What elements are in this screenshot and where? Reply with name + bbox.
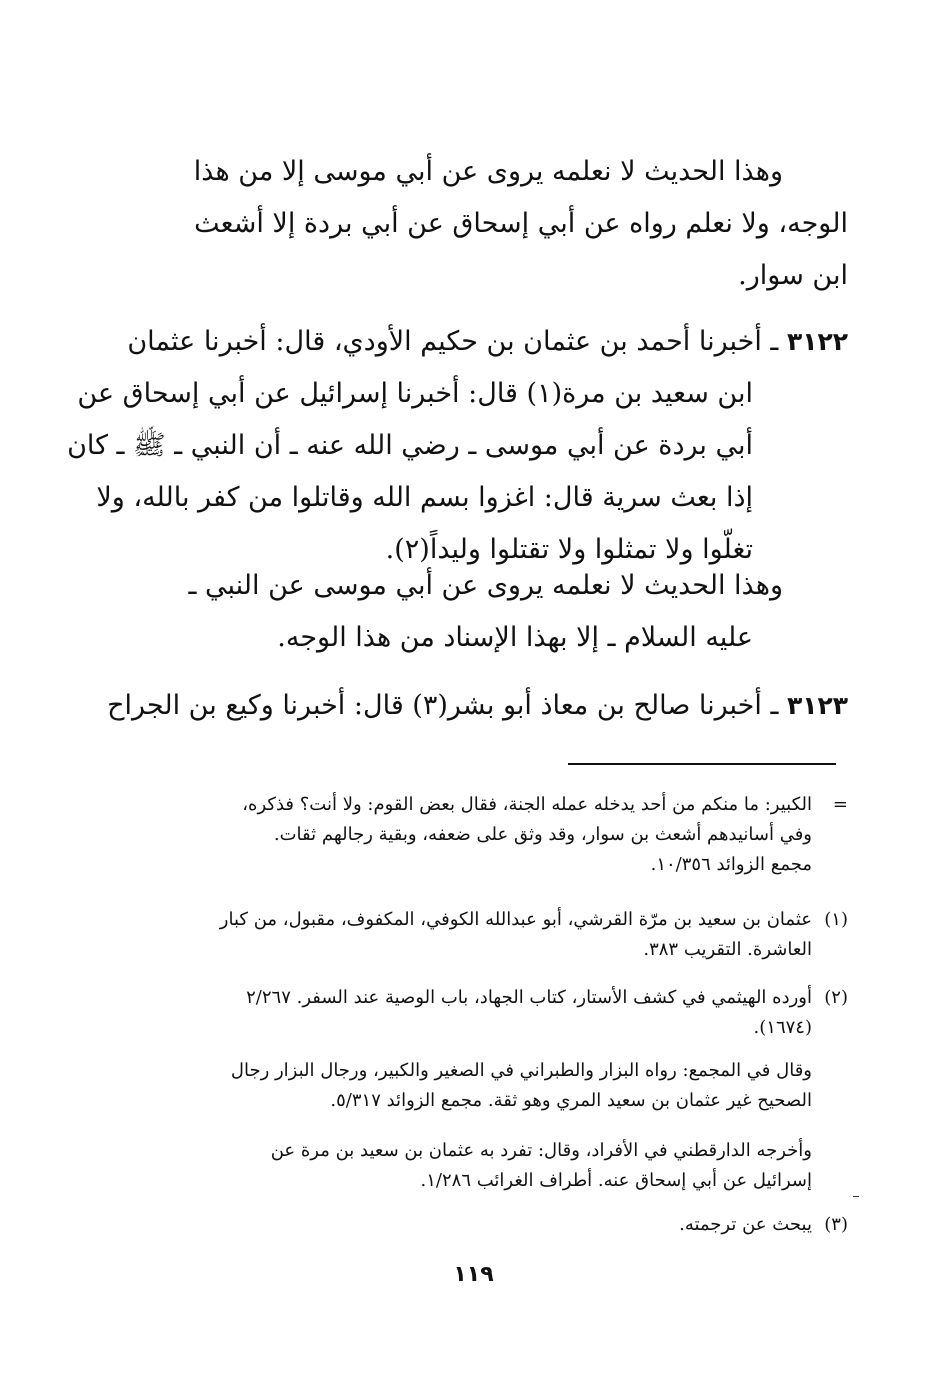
footnote-line: مجمع الزوائد ١٠/٣٥٦.	[650, 854, 812, 875]
footnote-continuation	[148, 790, 848, 880]
footnote-line: إسرائيل عن أبي إسحاق عنه. أطراف الغرائب ١/٢٨٦.	[420, 1170, 812, 1191]
footnote-line: (١٦٧٤).	[753, 1017, 812, 1038]
text-line	[107, 680, 848, 732]
footnote-line: الصحيح غير عثمان بن سعيد المري وهو ثقة. مجمع الزوائد ٥/٣١٧.	[330, 1090, 812, 1111]
paragraph-commentary-1	[148, 146, 848, 302]
text-line: الوجه، ولا نعلم رواه عن أبي إسحاق عن أبي بردة إلا أشعث	[194, 208, 848, 239]
footnote-2-note-b	[148, 1136, 848, 1196]
text-line: أبي بردة عن أبي موسى ـ رضي الله عنه ـ أن النبي ـ ﷺ ـ كان	[67, 430, 753, 461]
footnote-divider	[568, 763, 836, 765]
footnote-marker: (٢)	[824, 987, 848, 1008]
footnote-line	[148, 905, 848, 935]
page-number: ١١٩	[453, 1262, 494, 1287]
continuation-marker: =	[832, 794, 848, 815]
text-line: وهذا الحديث لا نعلمه يروى عن أبي موسى عن النبي ـ	[188, 570, 783, 601]
hadith-text: ـ أخبرنا أحمد بن عثمان بن حكيم الأودي، قال: أخبرنا عثمان	[127, 326, 779, 357]
footnote-line	[148, 790, 848, 820]
footnote-2	[148, 983, 848, 1043]
text-line: ابن سوار.	[738, 260, 848, 291]
margin-mark	[853, 1196, 859, 1197]
hadith-3122	[67, 316, 848, 576]
footnote-line: وأخرجه الدارقطني في الأفراد، وقال: تفرد به عثمان بن سعيد بن مرة عن	[270, 1140, 812, 1161]
footnote-text: يبحث عن ترجمته.	[679, 1214, 812, 1235]
footnote-line	[148, 1210, 848, 1240]
footnote-line	[148, 983, 848, 1013]
footnote-line: العاشرة. التقريب ٣٨٣.	[643, 939, 812, 960]
footnote-text: أورده الهيثمي في كشف الأستار، كتاب الجهاد، باب الوصية عند السفر. ٢/٢٦٧	[246, 987, 812, 1008]
paragraph-commentary-2	[148, 560, 848, 664]
footnote-marker: (١)	[824, 909, 848, 930]
text-line: وهذا الحديث لا نعلمه يروى عن أبي موسى إلا من هذا	[193, 156, 783, 187]
text-line: عليه السلام ـ إلا بهذا الإسناد من هذا الوجه.	[277, 622, 753, 653]
footnote-1	[148, 905, 848, 965]
footnote-line: وفي أسانيدهم أشعث بن سوار، وقد وثق على ضعفه، وبقية رجالهم ثقات.	[273, 824, 812, 845]
text-line	[127, 316, 848, 368]
text-line: تغلّوا ولا تمثلوا ولا تقتلوا وليداً(٢).	[385, 534, 753, 565]
hadith-number: ٣١٢٢	[786, 327, 848, 356]
footnote-line: وقال في المجمع: رواه البزار والطبراني في الصغير والكبير، ورجال البزار رجال	[230, 1060, 812, 1081]
hadith-text: ـ أخبرنا صالح بن معاذ أبو بشر(٣) قال: أخبرنا وكيع بن الجراح	[107, 690, 779, 721]
footnote-text: عثمان بن سعيد بن مرّة القرشي، أبو عبدالله الكوفي، المكفوف، مقبول، من كبار	[219, 909, 812, 930]
footnote-marker: (٣)	[824, 1214, 848, 1235]
hadith-number: ٣١٢٣	[786, 691, 848, 720]
text-line: إذا بعث سرية قال: اغزوا بسم الله وقاتلوا من كفر بالله، ولا	[96, 482, 753, 513]
text-line: ابن سعيد بن مرة(١) قال: أخبرنا إسرائيل عن أبي إسحاق عن	[77, 378, 753, 409]
footnote-3	[148, 1210, 848, 1240]
hadith-3123	[107, 680, 848, 732]
footnote-text: الكبير: ما منكم من أحد يدخله عمله الجنة، فقال بعض القوم: ولا أنت؟ فذكره،	[242, 794, 812, 815]
footnote-2-note-a	[148, 1056, 848, 1116]
